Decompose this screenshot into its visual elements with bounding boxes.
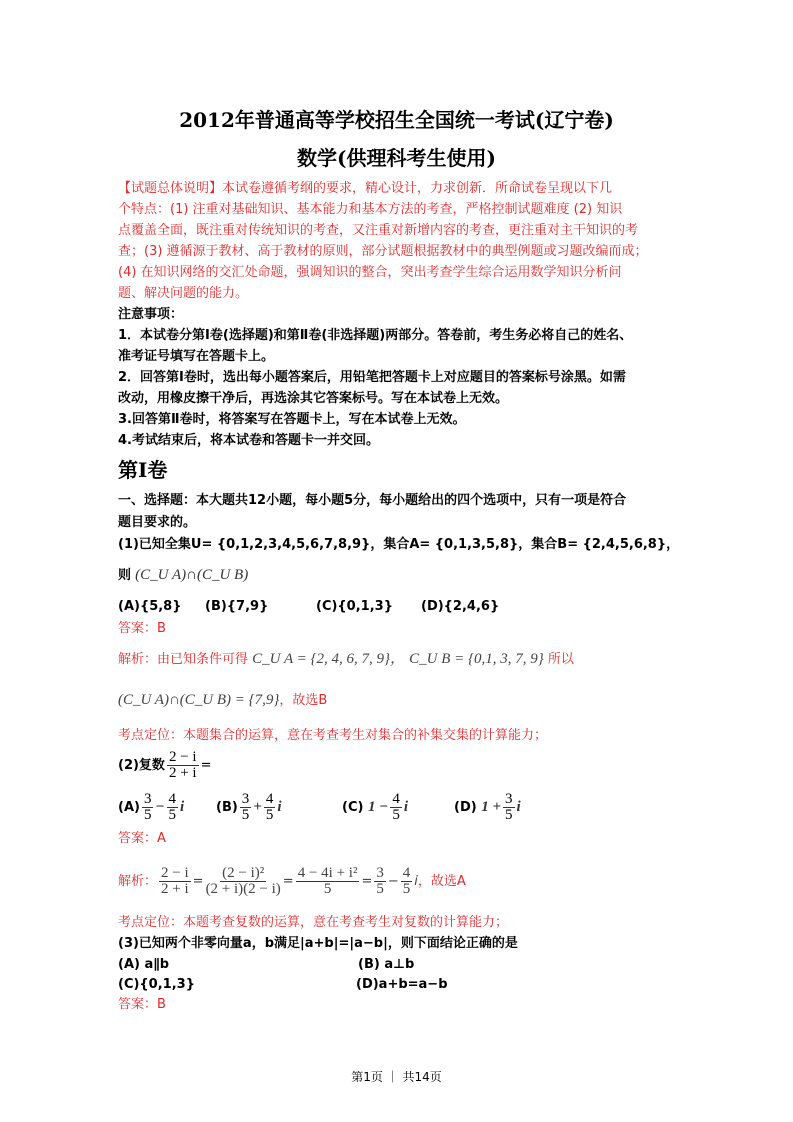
fraction: $\frac{2 - i}{2 + i}$ <box>168 748 197 781</box>
answer: 答案：B <box>118 621 166 636</box>
option-a: (A) <box>118 799 140 815</box>
math-expression: (C_U A)∩(C_U B) <box>135 567 249 583</box>
page-footer: 第1页 ｜ 共14页 <box>351 1070 442 1084</box>
option-a: (A) a∥b <box>118 957 170 972</box>
math-expression: C_U B = {0,1, 3, 7, 9} <box>409 651 544 667</box>
answer: 答案：B <box>118 997 166 1012</box>
math-derivation: 2 − i 2 + i = (2 − i)² (2 + i)(2 − i) = 4 − 4i + i² 5 = 3 5 − 4 5 i <box>161 864 418 897</box>
intro-line: 题、解决问题的能力。 <box>118 286 249 301</box>
analysis-label: 解析： <box>118 873 158 889</box>
analysis-tail: 所以 <box>547 652 574 667</box>
math-expression: (C_U A)∩(C_U B) = {7,9} <box>118 692 280 708</box>
intro-line: (4) 在知识网络的交汇处命题，强调知识的整合，突出考查学生综合运用数学知识分析问 <box>118 265 622 280</box>
option-a: (A){5,8} <box>118 599 182 614</box>
answer: 答案：A <box>118 831 166 846</box>
question-2: (2)复数 $\frac{2 - i}{2 + i}$ = (A) $\frac{3}{5}$ − $\frac{4}{5}$ i (B) $\frac{3}{5}$ + $\frac{4}{5}$ i (C) 1 − $\frac{4}{5}$ i (D) 1 + $\frac{3}{5}$ i 答案：A 解析： 2 − i 2 + i = (2 − i)² (2 + i)(2 − i) = 4 − 4i + i² 5 = 3 5 − 4 5 i ，故选A 考点定位：本题考查复数的运算，意在考查考生对复数的计算能力； <box>0 747 793 933</box>
option-d: (D)a+b=a−b <box>356 977 448 992</box>
intro-line: 【试题总体说明】本试卷遵循考纲的要求，精心设计，力求创新．所命试卷呈现以下几 <box>118 181 613 196</box>
option-b: (B){7,9} <box>205 599 269 614</box>
option-d: (D){2,4,6} <box>421 599 500 614</box>
notice-line: 3.回答第Ⅱ卷时，将答案写在答题卡上，写在本试卷上无效。 <box>118 412 466 427</box>
notice-line: 改动，用橡皮擦干净后，再选涂其它答案标号。写在本试卷上无效。 <box>118 391 509 406</box>
notice-line: 2．回答第Ⅰ卷时，选出每小题答案后，用铅笔把答题卡上对应题目的答案标号涂黑。如需 <box>118 370 626 385</box>
notice-line: 4.考试结束后，将本试卷和答题卡一并交回。 <box>118 433 379 448</box>
question-stem: (3)已知两个非零向量a，b满足|a+b|=|a−b|，则下面结论正确的是 <box>118 936 518 951</box>
point-note: 考点定位：本题集合的运算，意在考查考生对集合的补集交集的计算能力； <box>118 728 548 743</box>
notice-section <box>0 304 793 451</box>
question-3 <box>0 933 793 1015</box>
section-description: 一、选择题：本大题共12小题，每小题5分，每小题给出的四个选项中，只有一项是符合 <box>118 493 627 508</box>
option-c: (C){0,1,3} <box>316 599 393 614</box>
notice-heading: 注意事项： <box>118 307 184 322</box>
question-stem-cont: 则 <box>118 568 132 583</box>
analysis-label: 解析：由已知条件可得 <box>118 652 249 667</box>
option-b: (B) a⊥b <box>358 957 415 972</box>
option-d: (D) <box>454 799 477 815</box>
intro-line: 查；(3) 遵循源于教材、高于教材的原则，部分试题根据教材中的典型例题或习题改编而成； <box>118 244 648 259</box>
analysis-conclusion: ，故选A <box>417 873 466 889</box>
section-description: 题目要求的。 <box>118 515 197 530</box>
document-page <box>0 106 793 1015</box>
intro-section <box>0 178 793 304</box>
question-1 <box>0 534 793 747</box>
question-stem: (2)复数 <box>118 757 165 773</box>
intro-line: 个特点：(1) 注重对基础知识、基本能力和基本方法的考查，严格控制试题难度 (2) 知识 <box>118 202 623 217</box>
document-title: 2012年普通高等学校招生全国统一考试(辽宁卷) <box>179 108 614 132</box>
point-note: 考点定位：本题考查复数的运算，意在考查考生对复数的计算能力； <box>118 915 509 930</box>
analysis-conclusion: ，故选B <box>279 693 328 708</box>
notice-line: 准考证号填写在答题卡上。 <box>118 349 275 364</box>
option-c: (C){0,1,3} <box>118 977 195 992</box>
option-c: (C) <box>342 799 364 815</box>
document-subtitle: 数学(供理科考生使用) <box>297 146 496 170</box>
notice-line: 1．本试卷分第Ⅰ卷(选择题)和第Ⅱ卷(非选择题)两部分。答卷前，考生务必将自己的姓名、 <box>118 328 633 343</box>
option-b: (B) <box>216 799 238 815</box>
math-expression: C_U A = {2, 4, 6, 7, 9}， <box>252 651 405 667</box>
intro-line: 点覆盖全面，既注重对传统知识的考查，又注重对新增内容的考查，更注重对主干知识的考 <box>118 223 639 238</box>
section-heading: 第Ⅰ卷 <box>118 458 168 482</box>
question-stem: (1)已知全集U= {0,1,2,3,4,5,6,7,8,9}，集合A= {0,1,3,5,8}，集合B= {2,4,5,6,8}， <box>118 537 680 552</box>
